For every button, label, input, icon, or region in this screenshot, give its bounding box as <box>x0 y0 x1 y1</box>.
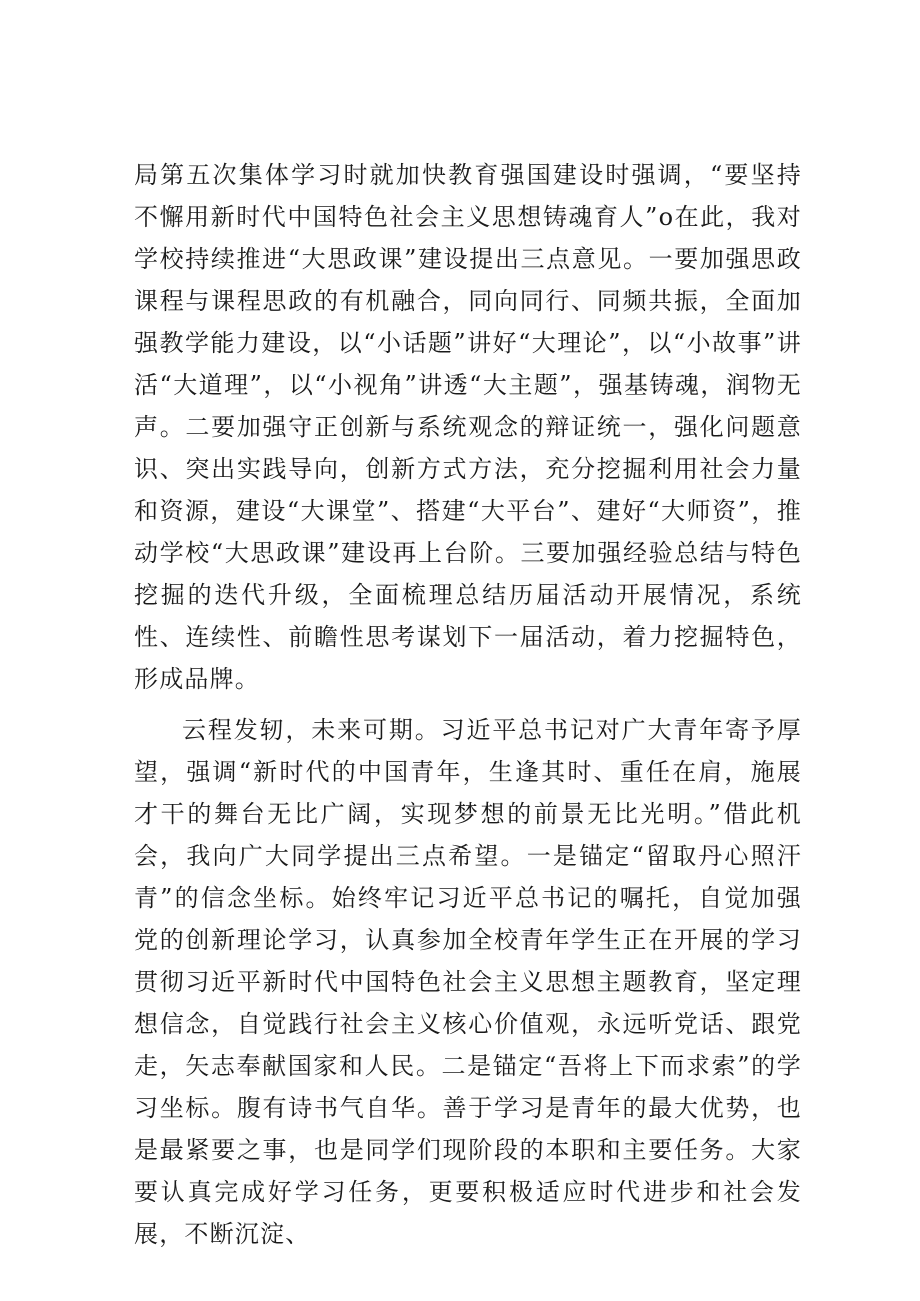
document-body <box>134 154 802 1264</box>
paragraph-1: 局第五次集体学习时就加快教育强国建设时强调，“要坚持不懈用新时代中国特色社会主义思想铸魂育人”o在此，我对学校持续推进“大思政课”建设提出三点意见。一要加强思政课程与课程思政的有机融合，同向同行、同频共振，全面加强教学能力建设，以“小话题”讲好“大理论”，以“小故事”讲活“大道理”，以“小视角”讲透“大主题”，强基铸魂，润物无声。二要加强守正创新与系统观念的辩证统一，强化问题意识、突出实践导向，创新方式方法，充分挖掘利用社会力量和资源，建设“大课堂”、搭建“大平台”、建好“大师资”，推动学校“大思政课”建设再上台阶。三要加强经验总结与特色挖掘的迭代升级，全面梳理总结历届活动开展情况，系统性、连续性、前瞻性思考谋划下一届活动，着力挖掘特色，形成品牌。 <box>134 161 802 693</box>
paragraph-2: 云程发轫，未来可期。习近平总书记对广大青年寄予厚望，强调“新时代的中国青年，生逢其时、重任在肩，施展才干的舞台无比广阔，实现梦想的前景无比光明。”借此机会，我向广大同学提出三点希望。一是锚定“留取丹心照汗青”的信念坐标。始终牢记习近平总书记的嘱托，自觉加强党的创新理论学习，认真参加全校青年学生正在开展的学习贯彻习近平新时代中国特色社会主义思想主题教育，坚定理想信念，自觉践行社会主义核心价值观，永远听党话、跟党走，矢志奉献国家和人民。二是锚定“吾将上下而求索”的学习坐标。腹有诗书气自华。善于学习是青年的最大优势，也是最紧要之事，也是同学们现阶段的本职和主要任务。大家要认真完成好学习任务，更要积极适应时代进步和社会发展，不断沉淀、 <box>134 716 802 1248</box>
